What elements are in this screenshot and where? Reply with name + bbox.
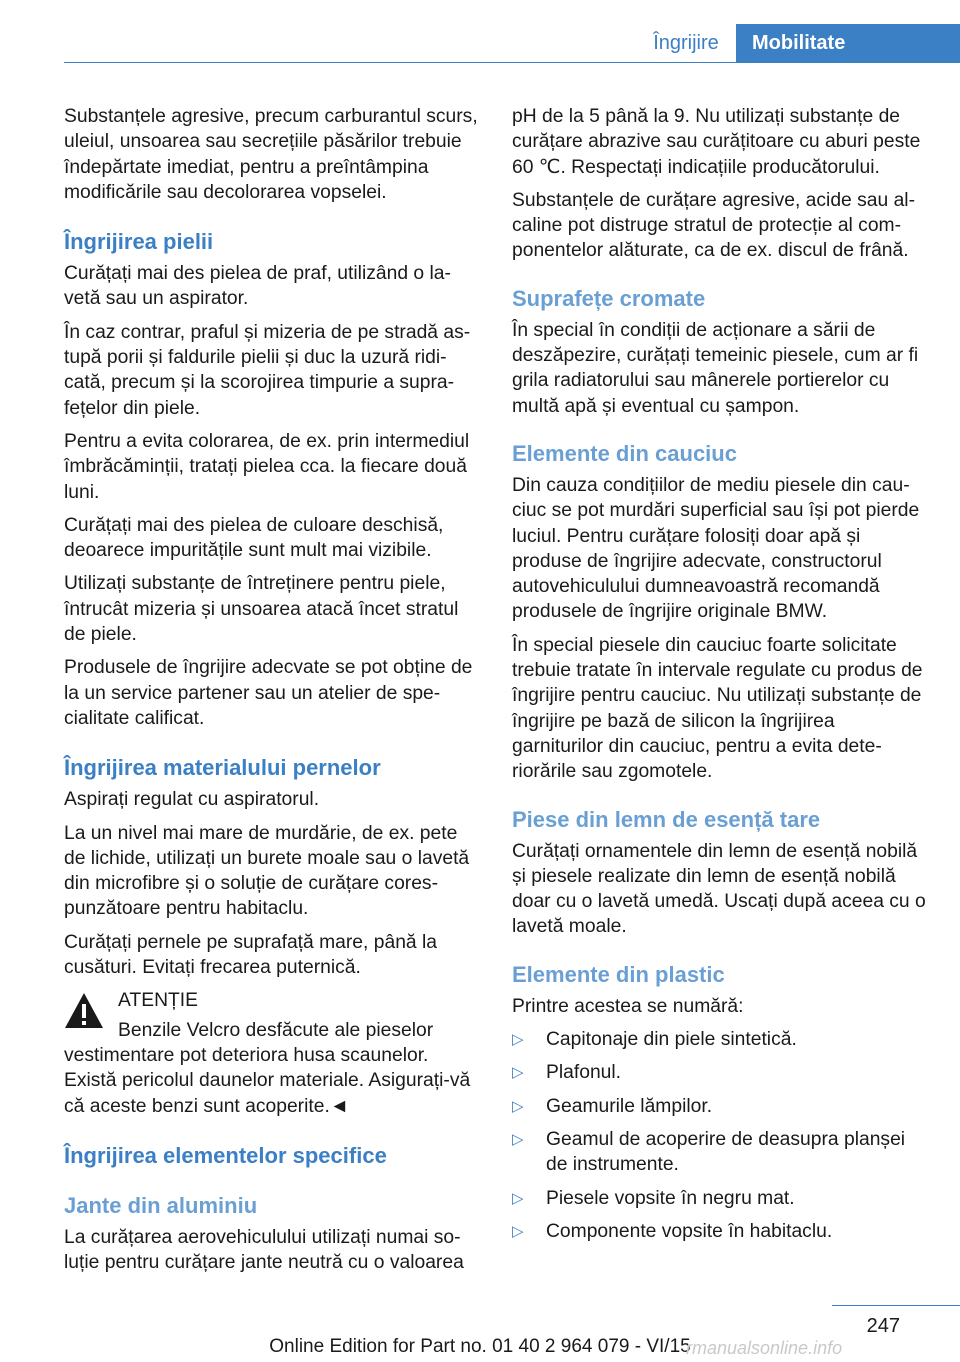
right-column xyxy=(512,104,928,1252)
fabric-paragraph: Curățați pernele pe suprafață mare, până la cusături. Evitați frecarea puternică. xyxy=(64,931,437,979)
list-item-text: Plafonul. xyxy=(546,1062,622,1084)
triangle-bullet-icon: ▷ xyxy=(512,1222,524,1240)
heading-leather-care: Îngrijirea pielii xyxy=(64,229,214,255)
heading-rubber-elements: Elemente din cauciuc xyxy=(512,440,737,466)
leather-paragraph: Produsele de îngrijire adecvate se pot obține de la un service partener sau un atelier de specialitate calificat. xyxy=(64,657,473,729)
list-item xyxy=(512,1060,928,1085)
header-section-ingrijire[interactable]: Îngrijire xyxy=(653,32,719,54)
heading-alloy-wheels: Jante din aluminiu xyxy=(64,1192,258,1218)
list-item xyxy=(512,1094,928,1119)
list-item-text: Geamurile lămpilor. xyxy=(546,1095,713,1117)
triangle-bullet-icon: ▷ xyxy=(512,1130,524,1148)
warning-icon xyxy=(64,992,104,1030)
triangle-bullet-icon: ▷ xyxy=(512,1064,524,1082)
chrome-paragraph: În special în condiții de acționare a sării de deszăpezire, curățați temeinic piesele, cum ar fi grila radiatorului sau mânerele portierelor cu multă apă și eventual cu șampon. xyxy=(512,319,919,417)
heading-chrome-surfaces: Suprafețe cromate xyxy=(512,285,706,311)
plastic-intro: Printre acestea se numără: xyxy=(512,995,744,1017)
fabric-paragraph: Aspirați regulat cu aspiratorul. xyxy=(64,789,320,811)
warning-box xyxy=(64,988,478,1118)
list-item-text: Capitonaje din piele sintetică. xyxy=(546,1029,797,1051)
footer-divider xyxy=(832,1305,960,1306)
heading-fabric-care: Îngrijirea materialului pernelor xyxy=(64,755,381,781)
header-divider xyxy=(64,62,960,63)
warning-title: ATENȚIE xyxy=(118,990,198,1012)
wheels-paragraph-continued: pH de la 5 până la 9. Nu utilizați substanțe de curățare abrazive sau curățitoare cu aburi peste 60 ℃. Respectați indicațiile producătorului. xyxy=(512,106,921,178)
left-column xyxy=(64,104,478,1283)
list-item xyxy=(512,1186,928,1211)
wheels-paragraph: La curățarea aerovehiculului utilizați numai soluție pentru curățare jante neutră cu o valoarea xyxy=(64,1226,464,1274)
warning-text: vestimentare pot deteriora husa scaunelor. Există pericolul daunelor materiale. Asigurați-vă că aceste benzi sunt acoperite.◄ xyxy=(64,1044,471,1117)
list-item-text: Componente vopsite în habitaclu. xyxy=(546,1220,833,1242)
plastic-list xyxy=(512,1027,928,1244)
intro-paragraph: Substanțele agresive, precum carburantul scurs, uleiul, unsoarea sau secrețiile păsărilor trebuie îndepărtate imediat, pentru a preîntâmpina modificările sau decolorarea vopselei. xyxy=(64,106,478,203)
rubber-paragraph: În special piesele din cauciuc foarte solicitate trebuie tratate în intervale regulate cu produs de îngrijire pentru cauciuc. Nu utilizați substanțe de îngrijire pe bază de silicon la îngrijirea garniturilor din cauciuc, pentru a evita deteriorările sau zgomotele. xyxy=(512,634,923,783)
triangle-bullet-icon: ▷ xyxy=(512,1189,524,1207)
leather-paragraph: Curățați mai des pielea de praf, utilizând o lavetă sau un aspirator. xyxy=(64,263,451,310)
leather-paragraph: Utilizați substanțe de întreținere pentru piele, întrucât mizeria și unsoarea atacă încet stratul de piele. xyxy=(64,573,459,646)
wood-paragraph: Curățați ornamentele din lemn de esență nobilă și piesele realizate din lemn de esență nobilă doar cu o lavetă umedă. Uscați după aceea cu o lavetă moale. xyxy=(512,840,926,938)
watermark: rmanualsonline.info xyxy=(686,1338,843,1358)
triangle-bullet-icon: ▷ xyxy=(512,1031,524,1049)
list-item-text: Geamul de acoperire de deasupra planșei de instrumente. xyxy=(546,1128,906,1176)
leather-paragraph: În caz contrar, praful și mizeria de pe stradă astupă porii și faldurile pielii și duc la uzură ridicată, precum și la scorojirea timpurie a suprafețelor din piele. xyxy=(64,321,471,419)
list-item-text: Piesele vopsite în negru mat. xyxy=(546,1187,795,1209)
warning-text: Benzile Velcro desfăcute ale pieselor xyxy=(118,1019,434,1041)
leather-paragraph: Curățați mai des pielea de culoare deschisă, deoarece impuritățile sunt mult mai vizibile. xyxy=(64,514,444,562)
list-item xyxy=(512,1127,928,1178)
leather-paragraph: Pentru a evita colorarea, de ex. prin intermediul îmbrăcăminții, tratați pielea cca. la fiecare două luni. xyxy=(64,430,470,503)
heading-hardwood-parts: Piese din lemn de esență tare xyxy=(512,806,821,832)
rubber-paragraph: Din cauza condițiilor de mediu piesele din cauciuc se pot murdări superficial sau își pot pierde luciul. Pentru curățare folosiți doar apă și produse de îngrijire adecvate, constructorul autovehiculului dumneavoastră recomandă produsele de îngrijire originale BMW. xyxy=(512,474,920,623)
list-item xyxy=(512,1219,928,1244)
triangle-bullet-icon: ▷ xyxy=(512,1097,524,1115)
footer-edition-text: Online Edition for Part no. 01 40 2 964 079 - VI/15 xyxy=(269,1336,691,1357)
wheels-paragraph: Substanțele de curățare agresive, acide sau alcaline pot distruge stratul de protecție al componentelor alăturate, ca de ex. discul de frână. xyxy=(512,189,916,262)
fabric-paragraph: La un nivel mai mare de murdărie, de ex. pete de lichide, utilizați un burete moale sau o lavetă din microfibre și o soluție de curățare corespunzătoare pentru habitaclu. xyxy=(64,822,470,920)
header-section-mobilitate[interactable]: Mobilitate xyxy=(736,24,960,62)
heading-plastic-elements: Elemente din plastic xyxy=(512,961,725,987)
list-item xyxy=(512,1027,928,1052)
heading-specific-elements: Îngrijirea elementelor specifice xyxy=(64,1142,387,1168)
page-number: 247 xyxy=(866,1315,900,1337)
